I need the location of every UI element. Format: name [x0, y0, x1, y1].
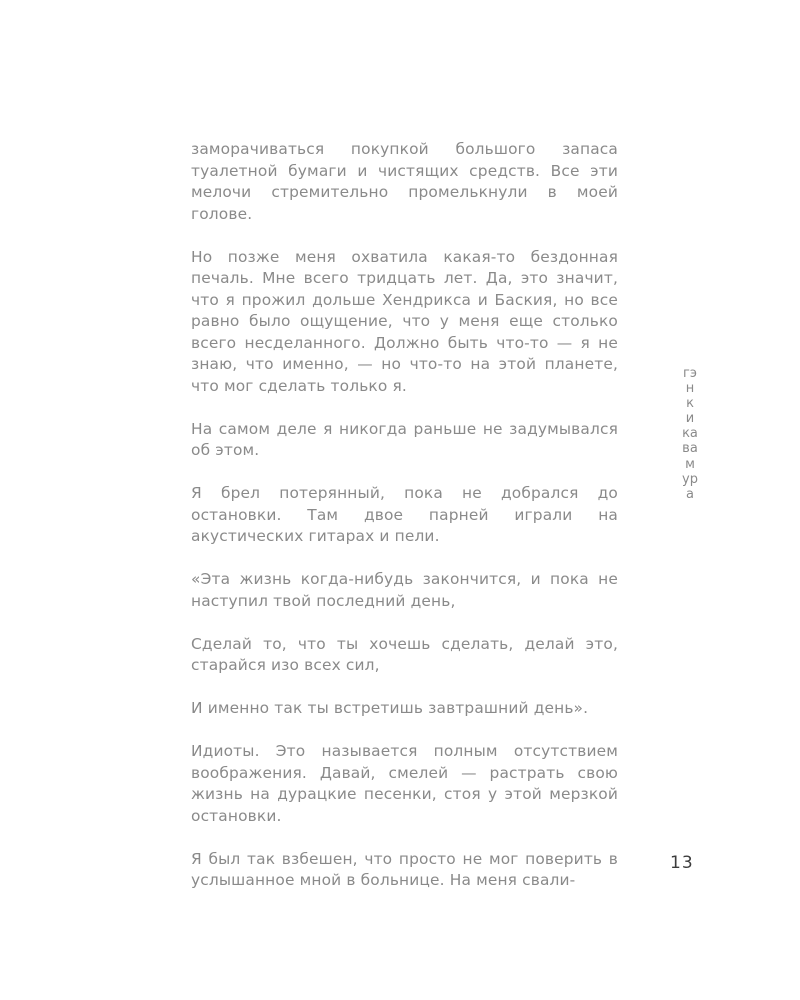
paragraph: заморачиваться покупкой большого запаса туалетной бумаги и чистящих средств. Все эти мелочи стремительно промелькнули в моей голове. [191, 140, 618, 223]
paragraph: «Эта жизнь когда-нибудь закончится, и пока не наступил твой последний день, [191, 570, 618, 610]
paragraph: Я брел потерянный, пока не добрался до остановки. Там двое парней играли на акустических гитарах и пели. [191, 484, 618, 545]
paragraph: На самом деле я никогда раньше не задумывался об этом. [191, 419, 618, 459]
paragraph: Сделай то, что ты хочешь сделать, делай это, старайся изо всех сил, [191, 634, 618, 674]
paragraph: Я был так взбешен, что просто не мог поверить в услышанное мной в больнице. На меня свали- [191, 849, 618, 889]
paragraph: Идиоты. Это называется полным отсутствием воображения. Давай, смелей — растрать свою жизнь на дурацкие песенки, стоя у этой мерзкой остановки. [191, 742, 618, 825]
page-number: 13 [670, 853, 694, 873]
running-title: гэнки кавамура [682, 366, 698, 502]
paragraph: И именно так ты встретишь завтрашний день». [191, 699, 589, 717]
body-text [191, 139, 618, 892]
paragraph: Но позже меня охватила какая-то бездонная печаль. Мне всего тридцать лет. Да, это значит, что я прожил дольше Хендрикса и Баския, но все равно было ощущение, что у меня еще столько всего несделанного. Должно быть что-то — я не знаю, что именно, — но что-то на этой планете, что мог сделать только я. [191, 247, 618, 395]
